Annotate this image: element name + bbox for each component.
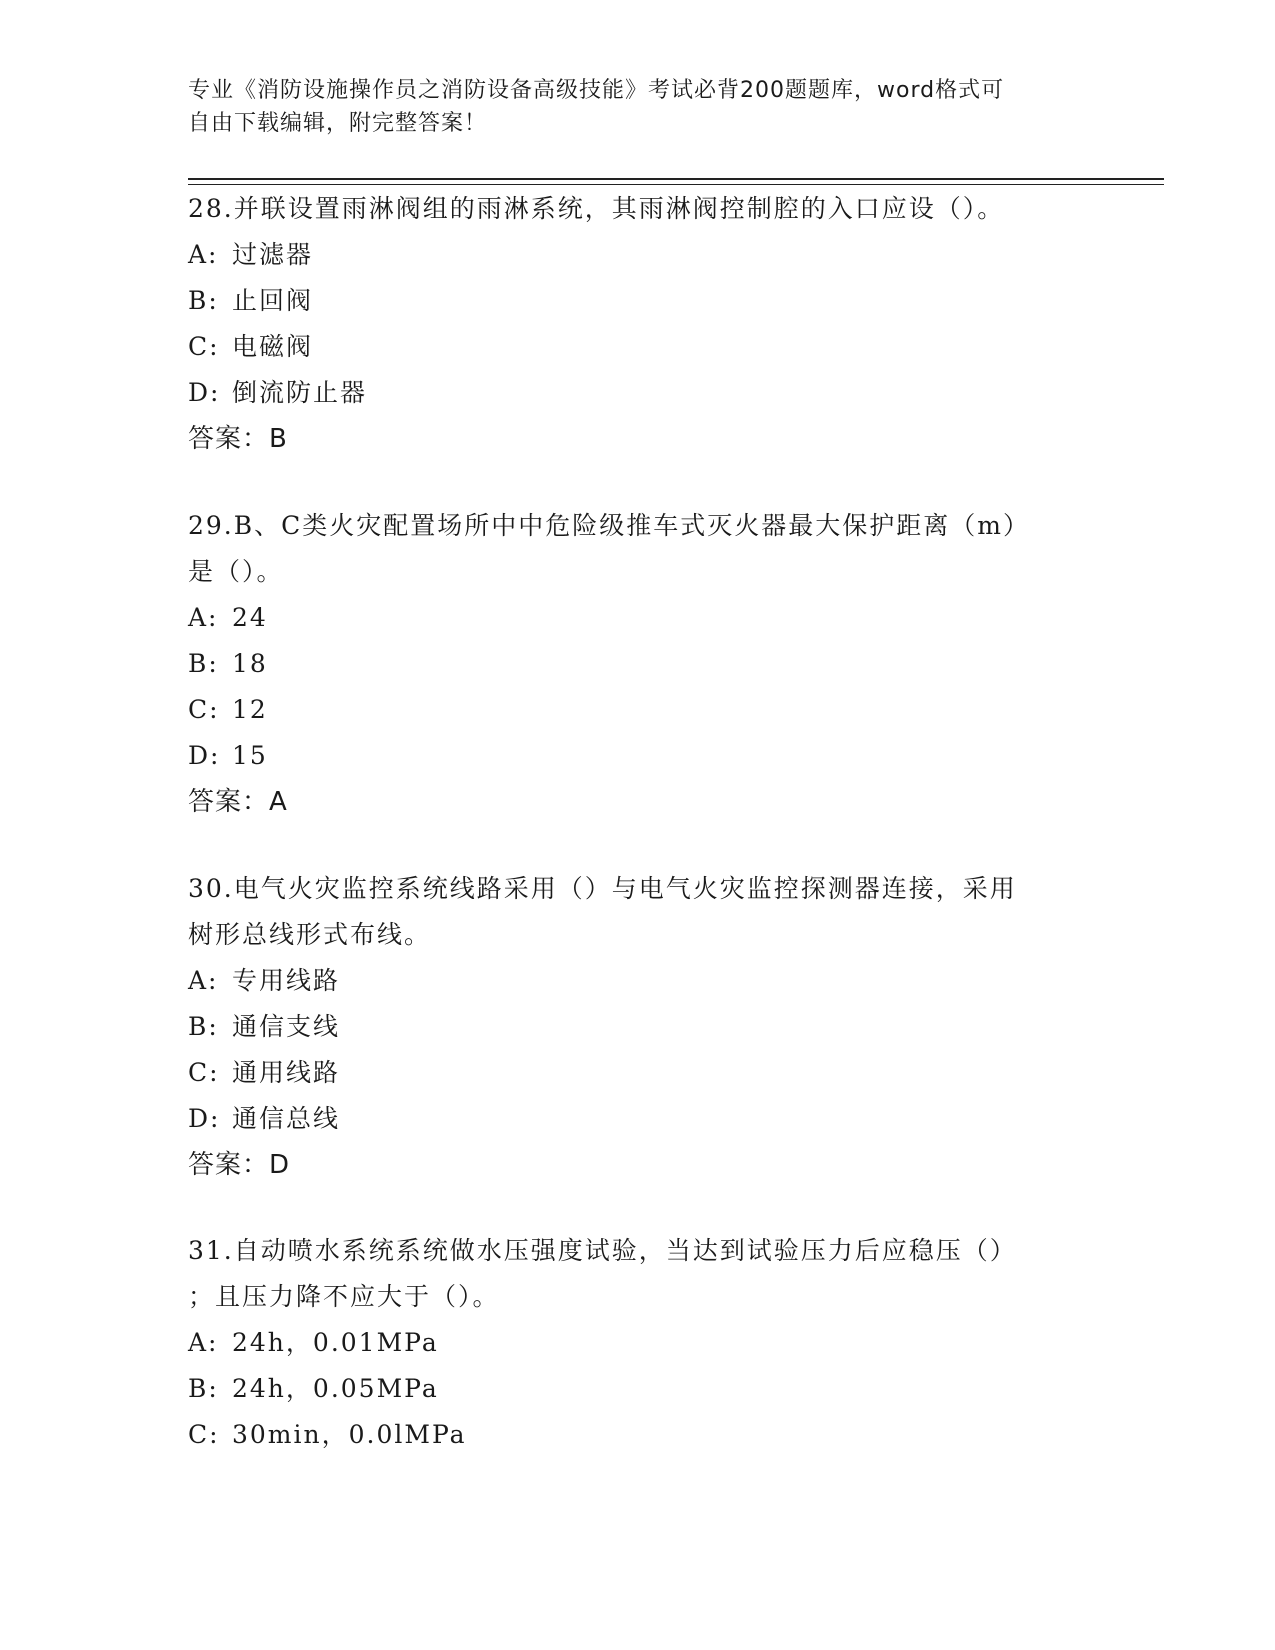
option-b	[188, 1366, 1088, 1412]
question-text-continued: 树形总线形式布线。	[188, 920, 432, 949]
answer-line: 答案：D	[188, 1150, 291, 1180]
option-text: 通信支线	[232, 1012, 341, 1041]
option-b	[188, 1004, 1088, 1050]
option-text: 24h，0.01MPa	[232, 1328, 439, 1357]
option-text: 15	[232, 741, 268, 770]
option-letter: D:	[188, 1104, 221, 1133]
option-b	[188, 641, 1088, 687]
option-c	[188, 324, 1088, 370]
question-29	[188, 503, 1088, 825]
option-letter: C:	[188, 332, 220, 361]
option-letter: C:	[188, 1058, 220, 1087]
answer-line: 答案：A	[188, 787, 288, 817]
answer-line: 答案：B	[188, 424, 288, 454]
option-text: 30min，0.0lMPa	[232, 1420, 467, 1449]
document-header	[188, 74, 1068, 140]
header-divider-thick	[188, 178, 1164, 180]
question-text-continued: ；且压力降不应大于（）。	[188, 1282, 500, 1311]
header-line-1: 专业《消防设施操作员之消防设备高级技能》考试必背200题题库，word格式可	[188, 78, 1005, 103]
option-letter: A:	[188, 603, 219, 632]
option-text: 12	[232, 695, 268, 724]
option-text: 18	[232, 649, 268, 678]
option-c	[188, 1050, 1088, 1096]
option-text: 电磁阀	[232, 332, 314, 361]
option-text: 通用线路	[232, 1058, 341, 1087]
option-a	[188, 232, 1088, 278]
option-letter: A:	[188, 966, 219, 995]
option-letter: B:	[188, 1374, 219, 1403]
option-d	[188, 370, 1088, 416]
option-text: 止回阀	[232, 286, 314, 315]
option-a	[188, 958, 1088, 1004]
header-divider-thin	[188, 184, 1164, 185]
option-text: 专用线路	[232, 966, 341, 995]
question-31	[188, 1228, 1088, 1458]
option-letter: B:	[188, 649, 219, 678]
option-d	[188, 733, 1088, 779]
option-letter: D:	[188, 741, 221, 770]
option-letter: C:	[188, 1420, 220, 1449]
option-b	[188, 278, 1088, 324]
question-text: 28.并联设置雨淋阀组的雨淋系统，其雨淋阀控制腔的入口应设（）。	[188, 194, 1005, 223]
question-text: 31.自动喷水系统系统做水压强度试验，当达到试验压力后应稳压（）	[188, 1236, 1017, 1265]
option-text: 24	[232, 603, 268, 632]
header-line-2: 自由下载编辑，附完整答案！	[188, 111, 488, 136]
option-letter: C:	[188, 695, 220, 724]
option-letter: D:	[188, 378, 221, 407]
question-text-continued: 是（）。	[188, 557, 284, 586]
option-text: 24h，0.05MPa	[232, 1374, 439, 1403]
question-text: 30.电气火灾监控系统线路采用（）与电气火灾监控探测器连接，采用	[188, 874, 1017, 903]
option-letter: B:	[188, 286, 219, 315]
question-28	[188, 186, 1088, 462]
option-text: 过滤器	[232, 240, 314, 269]
option-text: 通信总线	[232, 1104, 341, 1133]
question-30	[188, 866, 1088, 1188]
question-text: 29.B、C类火灾配置场所中中危险级推车式灭火器最大保护距离（m）	[188, 511, 1030, 540]
option-letter: B:	[188, 1012, 219, 1041]
option-d	[188, 1096, 1088, 1142]
option-letter: A:	[188, 240, 219, 269]
option-a	[188, 1320, 1088, 1366]
option-text: 倒流防止器	[232, 378, 368, 407]
option-c	[188, 1412, 1088, 1458]
option-letter: A:	[188, 1328, 219, 1357]
option-a	[188, 595, 1088, 641]
option-c	[188, 687, 1088, 733]
